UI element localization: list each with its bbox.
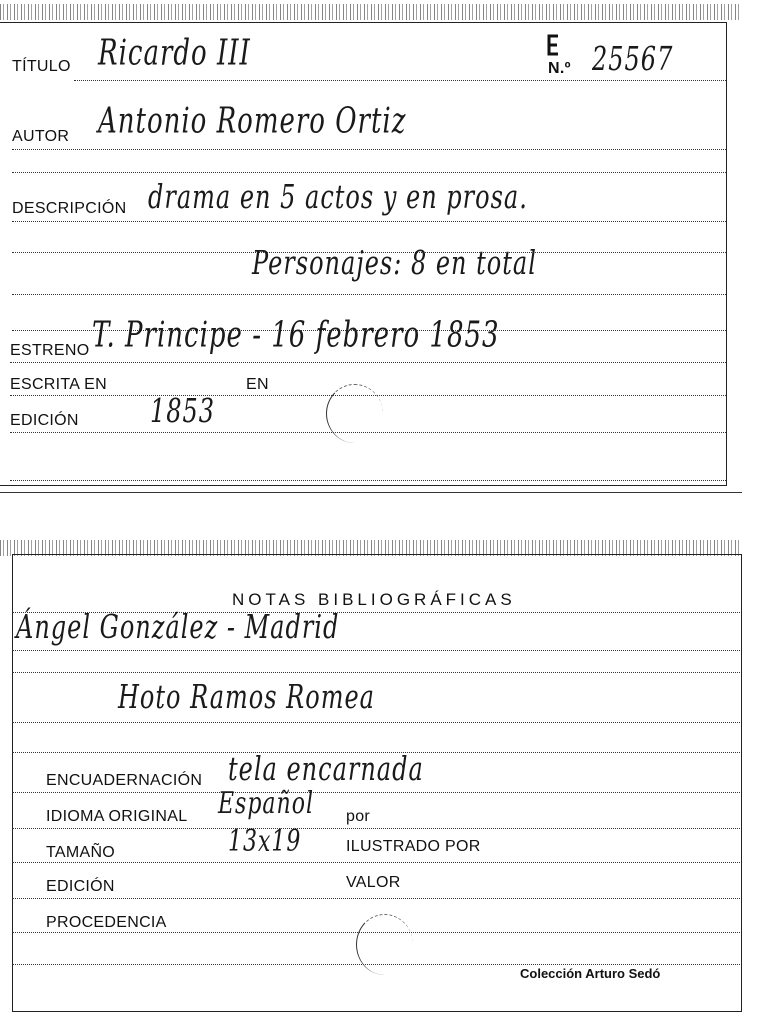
por-label: por xyxy=(346,808,371,825)
edicion-rule-bottom xyxy=(12,898,740,899)
encuadernacion-value: tela encarnada xyxy=(228,750,424,788)
encuadernacion-label: ENCUADERNACIÓN xyxy=(46,772,203,789)
descripcion-label: DESCRIPCIÓN xyxy=(12,200,127,217)
edicion-label-bottom: EDICIÓN xyxy=(46,878,115,895)
notas-heading: NOTAS BIBLIOGRÁFICAS xyxy=(232,590,516,609)
descripcion-value: drama en 5 actos y en prosa. xyxy=(148,178,528,216)
note-rule xyxy=(12,672,740,673)
note-rule xyxy=(12,650,740,651)
note-line-2: Hoto Ramos Romea xyxy=(118,678,375,716)
card-separator xyxy=(0,492,742,493)
collection-footer: Colección Arturo Sedó xyxy=(520,966,661,981)
punch-hole xyxy=(356,914,413,975)
note-line-1: Ángel González - Madrid xyxy=(16,608,340,646)
punch-hole xyxy=(326,384,383,443)
registry-stamp-icon xyxy=(546,34,562,56)
estreno-label: ESTRENO xyxy=(10,342,90,359)
encuadernacion-rule xyxy=(12,792,740,793)
estreno-value: T. Principe - 16 febrero 1853 xyxy=(92,315,500,356)
titulo-rule xyxy=(74,80,726,81)
personajes-rule xyxy=(12,294,726,295)
estreno-rule xyxy=(10,362,726,363)
tamano-value: 13x19 xyxy=(228,825,302,859)
numero-value: 25567 xyxy=(592,40,674,78)
tamano-label: TAMAÑO xyxy=(46,844,116,861)
idioma-rule xyxy=(12,828,740,829)
autor-label: AUTOR xyxy=(12,128,70,145)
valor-label: VALOR xyxy=(346,874,401,891)
en-label: EN xyxy=(246,376,269,393)
titulo-value: Ricardo III xyxy=(98,33,251,74)
tamano-rule xyxy=(12,862,740,863)
catalog-card-top xyxy=(0,0,742,492)
card-edge-texture xyxy=(0,4,742,20)
edicion-label: EDICIÓN xyxy=(10,412,79,429)
ilustrado-label: ILUSTRADO POR xyxy=(346,838,481,855)
catalog-card-bottom xyxy=(0,540,742,1028)
autor-value: Antonio Romero Ortiz xyxy=(98,101,407,142)
titulo-label: TÍTULO xyxy=(12,58,71,75)
escrita-label: ESCRITA EN xyxy=(10,376,107,393)
personajes-value: Personajes: 8 en total xyxy=(252,244,537,282)
idioma-label: IDIOMA ORIGINAL xyxy=(46,808,188,825)
blank-rule xyxy=(12,172,726,173)
numero-label: N.º xyxy=(548,60,571,77)
note-rule xyxy=(12,722,740,723)
bottom-rule xyxy=(10,480,726,481)
descripcion-rule xyxy=(12,221,726,222)
edicion-value: 1853 xyxy=(150,392,216,430)
autor-rule xyxy=(12,149,726,150)
procedencia-label: PROCEDENCIA xyxy=(46,914,167,931)
idioma-value: Español xyxy=(218,787,314,821)
